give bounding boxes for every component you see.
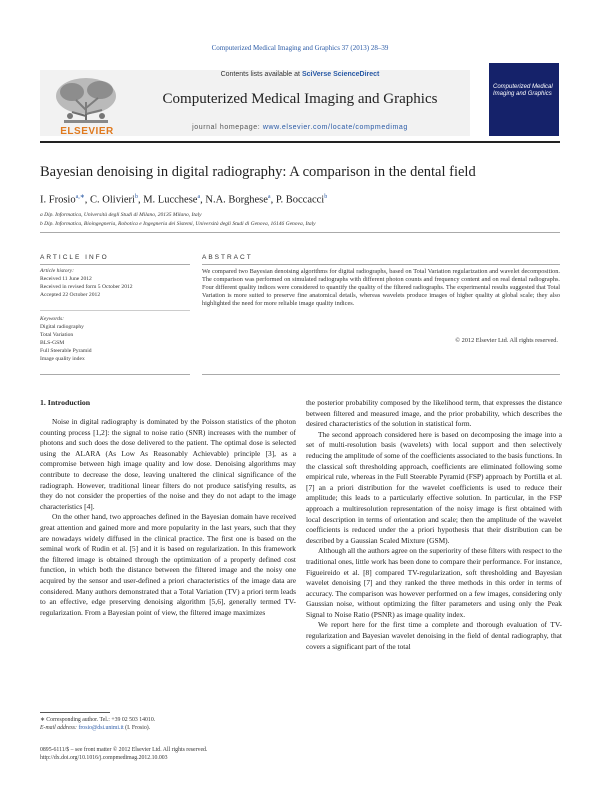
journal-cover-thumbnail xyxy=(489,63,559,136)
accepted-date: Accepted 22 October 2012 xyxy=(40,292,101,298)
author-name: P. Boccacci xyxy=(275,194,325,206)
article-info-divider xyxy=(40,264,190,265)
abstract-divider xyxy=(202,264,560,265)
affiliation-b: b Dip. Informatica, Bioingegneria, Robotica e Ingegneria dei Sistemi, Università degli Studi di Genova, 16146 Genova, Italy xyxy=(40,221,316,227)
author-affiliation-marker[interactable]: b xyxy=(324,194,328,200)
affiliation-a: a Dip. Informatica, Università degli Studi di Milano, 20135 Milano, Italy xyxy=(40,212,202,218)
paragraph: Noise in digital radiography is dominated by the Poisson statistics of the photon counting process [1,2]: the signal to noise ratio (SNR) increases with the number of photons and such does the dose delivered to the patient. The optimal dose is selected using the ALARA (As Low As Reasonably Achievable) principle [3], as a compromise between high image quality and low dose. Denoising algorithms may contribute to decrease the dose, leaving unaltered the clinical significance of the radiograph. However, traditional linear filters do not produce satisfying results, as they do not consider the properties of the noise and they do not adapt to the image characteristics [4]. xyxy=(40,417,296,511)
author-name: I. Frosio xyxy=(40,194,76,206)
journal-title: Computerized Medical Imaging and Graphics xyxy=(162,91,438,107)
keyword-item: Digital radiography xyxy=(40,324,84,330)
author-email-link[interactable]: frosio@dsi.unimi.it xyxy=(78,725,124,731)
keyword-item: BLS-GSM xyxy=(40,340,65,346)
homepage-prefix: journal homepage: xyxy=(192,124,261,131)
received-date: Received 11 June 2012 xyxy=(40,276,92,282)
paragraph: the posterior probability composed by the likelihood term, that expresses the distance between filtered and measured image, and the prior probability, which describes the desired characteristics of the solution in statistical form. xyxy=(306,398,562,429)
abstract-heading: ABSTRACT xyxy=(202,254,253,261)
author-name: M. Lucchese xyxy=(143,194,198,206)
contents-availability-line xyxy=(135,71,465,78)
paragraph: Although all the authors agree on the superiority of these filters with respect to the traditional ones, little work has been done to compare their performance. For instance, Figueireido et al. [8] compared TV-regularization, soft thresholding and Bayesian wavelet denoising [7] and they ranked the three methods in this order in terms of accuracy. The comparison was however performed on a few images, considering only Gaussian noise, without optimizing the filter parameters and using only the Peak Signal to Noise Ratio (PSNR) as image quality index. xyxy=(306,546,562,619)
issn-line: 0895-6111/$ – see front matter © 2012 Elsevier Ltd. All rights reserved. xyxy=(40,747,208,753)
corresponding-author-note: ∗ Corresponding author. Tel.: +39 02 503 14010. xyxy=(40,717,156,723)
abstract-text: We compared two Bayesian denoising algorithms for digital radiographs, based on Total Variation regularization and wavelet decomposition. The comparison was performed on simulated radiographs with different photon counts and frequency content and on real dental radiographs. Four different quality indices were considered to quantify the quality of the filtered radiographs. The experimental results suggested that Total Variation is more suited to preserve fine anatomical details, whereas wavelets produce images of higher quality at global scale; they also highlighted the need for more reliable image quality indices. xyxy=(202,268,560,308)
sciverse-sciencedirect-link[interactable]: SciVerse ScienceDirect xyxy=(301,71,380,78)
email-footnote xyxy=(40,724,300,732)
header-divider xyxy=(40,141,560,143)
author-affiliation-marker[interactable]: b xyxy=(134,194,138,200)
author-affiliation-marker[interactable]: a,∗ xyxy=(75,194,85,200)
introduction-heading: 1. Introduction xyxy=(40,398,91,407)
contents-prefix: Contents lists available at xyxy=(220,71,300,78)
keyword-item: Image quality index xyxy=(40,356,85,362)
paragraph: We report here for the first time a complete and thorough evaluation of TV-regularization and Bayesian wavelet denoising in the field of dental radiography, that covers a significant part of the total xyxy=(306,620,562,651)
author-name: C. Olivieri xyxy=(90,194,135,206)
article-info-heading: ARTICLE INFO xyxy=(40,254,109,261)
left-text-column xyxy=(40,417,296,618)
author-affiliation-marker[interactable]: a xyxy=(267,194,271,200)
email-suffix: (I. Frosio). xyxy=(125,725,151,731)
history-label: Article history: xyxy=(40,268,75,274)
keywords-label: Keywords: xyxy=(40,316,65,322)
doi-link[interactable]: http://dx.doi.org/10.1016/j.compmedimag.2012.10.003 xyxy=(40,755,168,761)
paragraph: On the other hand, two approaches defined in the Bayesian domain have received great attention and gained more and more popularity in the last years, such that they are nowadays widely diffused in the clinical practice. The first one is based on the seminal work of Rudin et al. [5] and it is based on regularization. In this framework the filtered image is obtained through the optimization of a properly defined cost function, in which both the distance between the filtered image and the noisy one acquired by the sensor and user-defined a priori characteristics of the image data are considered. Many authors demonstrated that a Total Variation (TV) a priori term leads to an effective, edge preserving denoising algorithm [5,6], generally termed TV-regularization. From a Bayesian point of view, the filtered image maximizes xyxy=(40,512,296,617)
elsevier-tree-logo-icon xyxy=(42,72,130,134)
cover-title: Computerized Medical Imaging and Graphics xyxy=(493,84,553,97)
footnote-divider xyxy=(40,712,110,713)
author-name: N.A. Borghese xyxy=(205,194,268,206)
elsevier-wordmark: ELSEVIER xyxy=(60,126,114,137)
author-affiliation-marker[interactable]: a xyxy=(197,194,201,200)
keywords-divider xyxy=(40,310,190,311)
copyright-notice: © 2012 Elsevier Ltd. All rights reserved. xyxy=(455,337,558,344)
right-text-column xyxy=(306,398,562,652)
email-label: E-mail address: xyxy=(40,725,77,731)
author-list: I. Frosio$^{a,∗}$, C. Olivieri$^b$, M. Lucchese$^a$, N.A. Borghese$^a$, P. Boccacci$^b$ xyxy=(40,194,328,206)
abstract-bottom-divider xyxy=(202,374,560,375)
journal-homepage-line xyxy=(135,124,465,131)
revised-date: Received in revised form 5 October 2012 xyxy=(40,284,133,290)
article-info-bottom-divider xyxy=(40,374,190,375)
keyword-item: Full Steerable Pyramid xyxy=(40,348,92,354)
homepage-url-link[interactable]: www.elsevier.com/locate/compmedimag xyxy=(262,124,408,131)
affiliation-divider xyxy=(40,232,560,233)
keyword-item: Total Variation xyxy=(40,332,74,338)
paragraph: The second approach considered here is based on decomposing the image into a set of multi-resolution basis (wavelets) with local support and then selectively reducing the amplitude of some of the coefficients associated to the basis functions. In the classical soft thresholding approach, coefficients are eliminated following some empirical rule, whereas in the Full Steerable Pyramid (FSP) approach by Portilla et al. [7] an a priori distribution for the wavelet coefficients is used to reduce their amplitude; this leads to a particularly effective solution. In particular, in the FSP approach a multiresolution representation of the noisy image is first obtained with local description in terms of orientation and scale; then the amplitude of the wavelet coefficients is reduced under the a priori hypothesis that their distribution can be described by a Gaussian Scaled Mixture (GSM). xyxy=(306,429,562,545)
journal-reference[interactable]: Computerized Medical Imaging and Graphics 37 (2013) 28–39 xyxy=(211,44,389,52)
article-title: Bayesian denoising in digital radiography: A comparison in the dental field xyxy=(40,164,476,180)
